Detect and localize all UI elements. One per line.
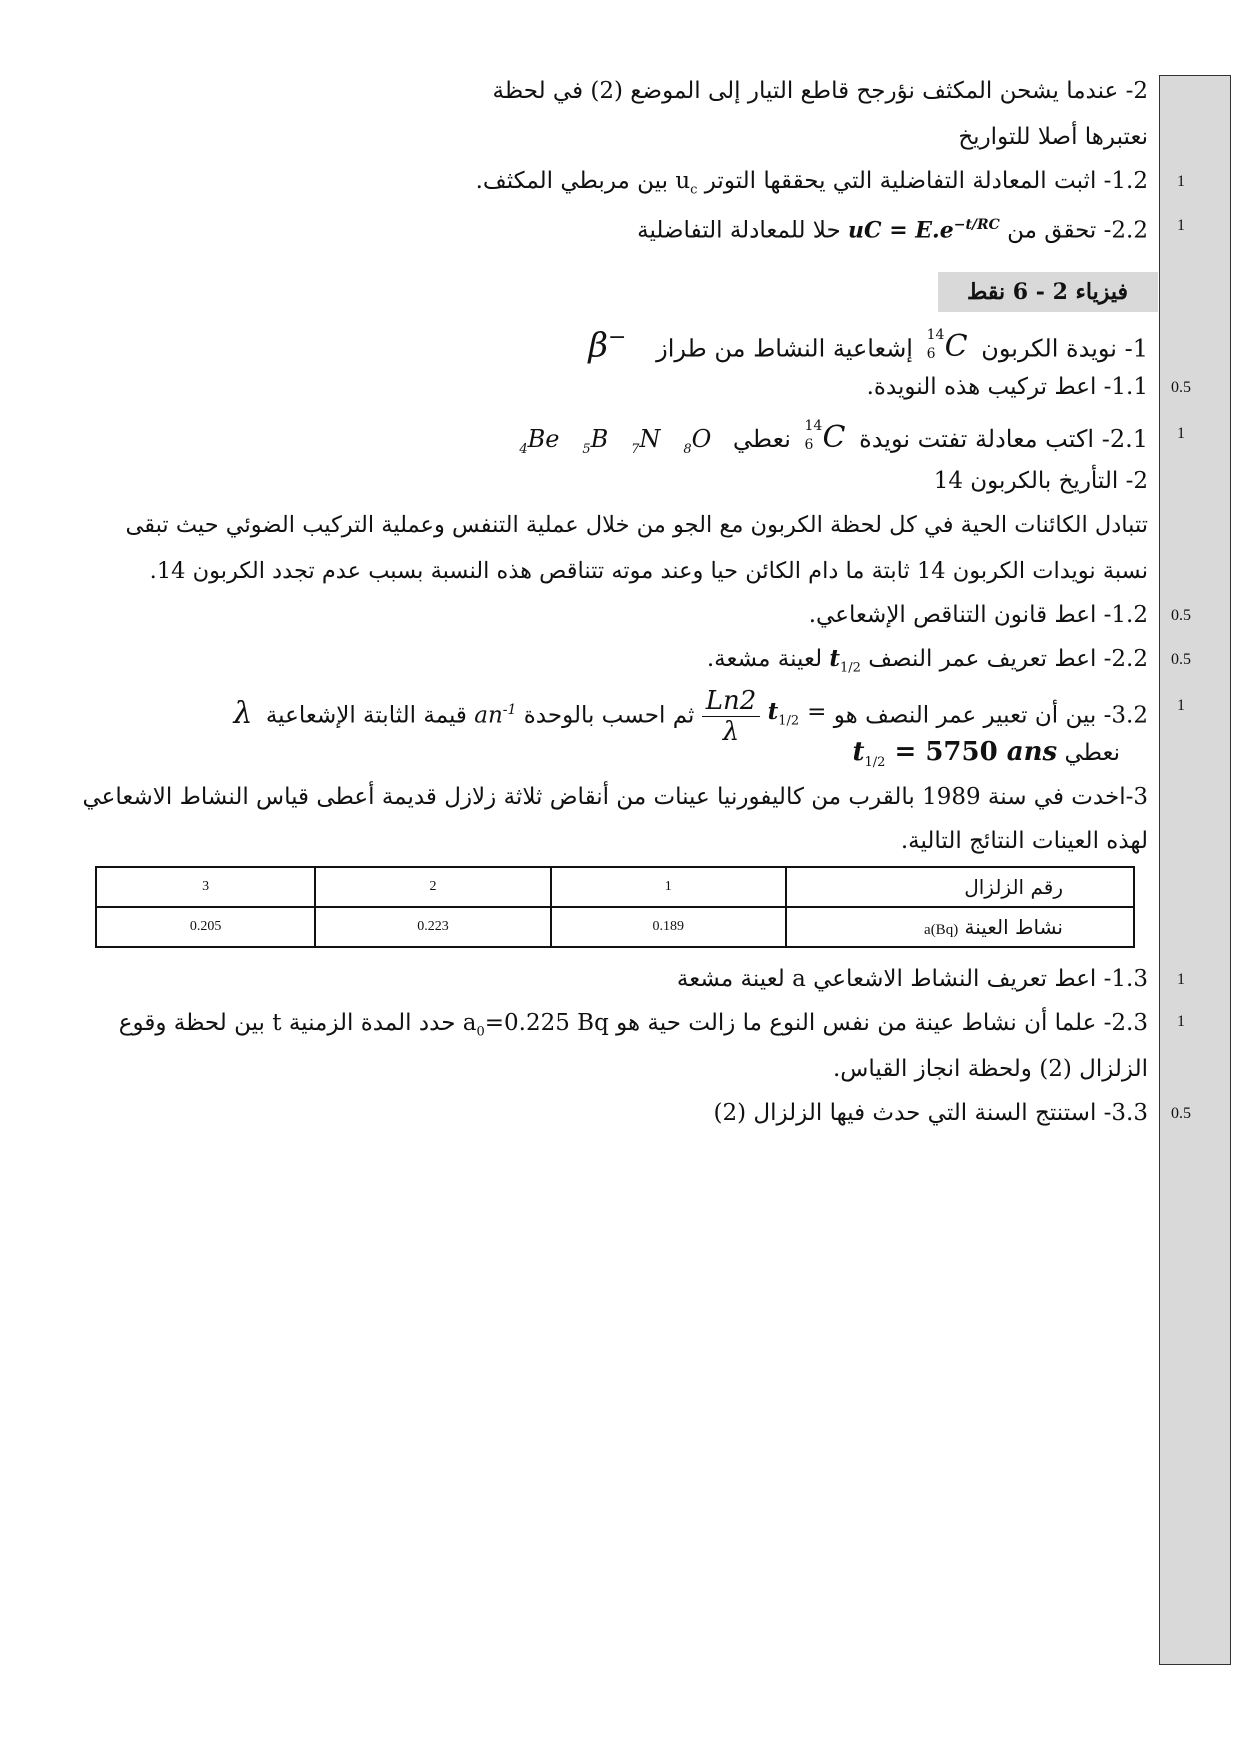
given-nuclides: $_4$Be $_5$B $_7$N $_8$O bbox=[519, 425, 712, 457]
question-3-intro: 3-اخدت في سنة 1989 بالقرب من كاليفورنيا عينات من أنقاض ثلاثة زلازل قديمة أعطى قياس النشاط الاشعاعي bbox=[82, 784, 1148, 810]
paragraph-line-2: نسبة نويدات الكربون 14 ثابتة ما دام الكائن حيا وعند موته تتناقص هذه النسبة بسبب عدم تجدد الكربون 14. bbox=[149, 558, 1148, 584]
paragraph-line-1: تتبادل الكائنات الحية في كل لحظة الكربون مع الجو من خلال عملية التنفس وعملية التركيب الضوئي حيث تبقى bbox=[125, 512, 1148, 538]
table-row bbox=[96, 907, 1134, 947]
score-1-2: 1 bbox=[1177, 173, 1185, 190]
section-heading-physics-2: فيزياء 2 - 6 نقط bbox=[938, 272, 1158, 312]
question-1-2: 1.2- اثبت المعادلة التفاضلية التي يحققها التوتر $u_c$ بين مربطي المكثف. bbox=[475, 168, 1148, 198]
score-2-1: 1 bbox=[1177, 425, 1185, 442]
score-2-3: 1 bbox=[1177, 1013, 1185, 1030]
question-2-3-cont: الزلزال (2) ولحظة انجاز القياس. bbox=[833, 1056, 1148, 1082]
earthquake-results-table bbox=[95, 866, 1135, 948]
table-cell: 0.205 bbox=[96, 907, 315, 947]
question-2-dating: 2- التأريخ بالكربون 14 bbox=[933, 468, 1148, 494]
question-2-3: 2.3- علما أن نشاط عينة من نفس النوع ما زالت حية هو $a_0=0.225$ Bq حدد المدة الزمنية t بين لحظة وقوع bbox=[118, 1010, 1148, 1040]
score-half-life-def: 0.5 bbox=[1171, 651, 1191, 668]
question-2-intro: 2- عندما يشحن المكثف نؤرجح قاطع التيار إلى الموضع (2) في لحظة bbox=[492, 78, 1148, 104]
table-cell: 2 bbox=[315, 867, 550, 907]
question-1-3: 1.3- اعط تعريف النشاط الاشعاعي a لعينة مشعة bbox=[676, 966, 1148, 992]
table-cell: 0.223 bbox=[315, 907, 550, 947]
question-2-2: 2.2- تحقق من uC = $E.e^{-t/RC}$ حلا للمعادلة التفاضلية bbox=[637, 217, 1148, 244]
carbon-14-nuclide: 14 6 C bbox=[926, 327, 968, 365]
table-cell: 0.189 bbox=[551, 907, 786, 947]
table-cell: 3 bbox=[96, 867, 315, 907]
question-2-intro-cont: نعتبرها أصلا للتواريخ bbox=[958, 124, 1148, 150]
question-1-carbon: 1- نويدة الكربون 14 6 C إشعاعية النشاط من طراز β− bbox=[588, 318, 1148, 368]
score-margin-column bbox=[1159, 75, 1231, 1665]
score-2-2: 1 bbox=[1177, 217, 1185, 234]
table-row bbox=[96, 867, 1134, 907]
given-half-life: نعطي $t_{1/2} = 5750$ ans bbox=[852, 737, 1120, 771]
table-cell: 1 bbox=[551, 867, 786, 907]
score-1-1: 0.5 bbox=[1171, 379, 1191, 396]
score-1-3: 1 bbox=[1177, 971, 1185, 988]
question-1-2-decay-law: 1.2- اعط قانون التناقص الإشعاعي. bbox=[808, 602, 1148, 628]
question-2-1: 2.1- اكتب معادلة تفتت نويدة 14 6 C نعطي $_4$Be $_5$B $_7$N $_8$O bbox=[519, 418, 1148, 470]
question-1-1: 1.1- اعط تركيب هذه النويدة. bbox=[866, 374, 1148, 400]
question-3-2: 3.2- بين أن تعبير عمر النصف هو $t_{1/2}$ = $\frac{Ln2}{\lambda}$ ثم احسب بالوحدة $an^{-1}$ قيمة الثابتة الإشعاعية λ bbox=[233, 686, 1148, 748]
question-3-intro-cont: لهذه العينات النتائج التالية. bbox=[900, 828, 1148, 854]
half-life-fraction: $\frac{Ln2}{\lambda}$ bbox=[702, 686, 761, 747]
table-header-cell: رقم الزلزال bbox=[786, 867, 1134, 907]
carbon-14-nuclide-2: 14 6 C bbox=[804, 418, 846, 455]
question-2-2-half-life: 2.2- اعط تعريف عمر النصف $t_{1/2}$ لعينة مشعة. bbox=[706, 645, 1148, 676]
question-3-3: 3.3- استنتج السنة التي حدث فيها الزلزال (2) bbox=[713, 1100, 1148, 1126]
score-3-3: 0.5 bbox=[1171, 1105, 1191, 1122]
table-header-cell: نشاط العينة a(Bq) bbox=[786, 907, 1134, 947]
score-3-2: 1 bbox=[1177, 697, 1185, 714]
score-decay-law: 0.5 bbox=[1171, 607, 1191, 624]
